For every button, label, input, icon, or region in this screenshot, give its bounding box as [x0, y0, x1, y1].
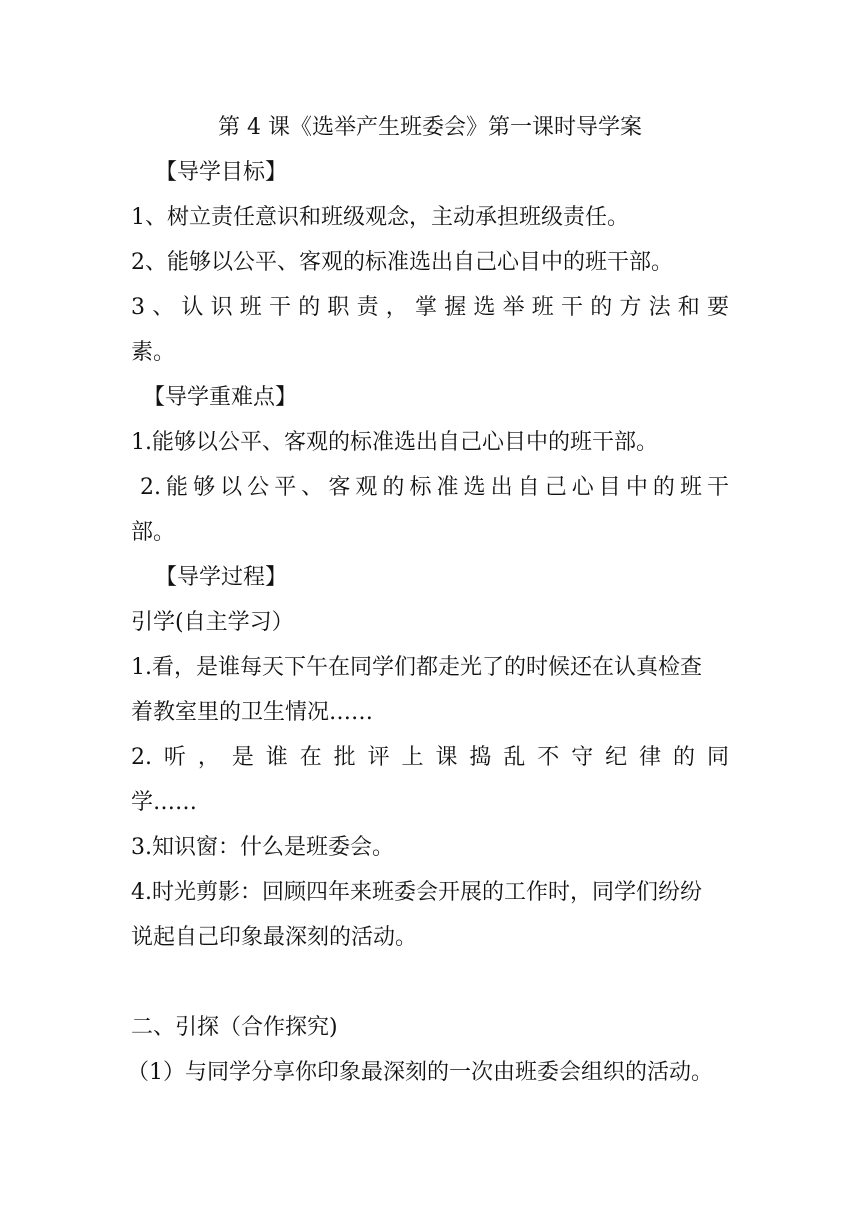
document-title: 第 4 课《选举产生班委会》第一课时导学案	[218, 115, 642, 140]
key-point-item: 1.能够以公平、客观的标准选出自己心目中的班干部。	[131, 430, 658, 455]
intro-item: 3.知识窗：什么是班委会。	[131, 835, 394, 860]
explore-item: （1）与同学分享你印象最深刻的一次由班委会组织的活动。	[127, 1060, 713, 1085]
objective-item-continued: 素。	[131, 340, 176, 365]
objective-item: 1、树立责任意识和班级观念，主动承担班级责任。	[131, 205, 629, 230]
key-point-item: 2.能够以公平、客观的标准选出自己心目中的班干	[140, 475, 729, 500]
intro-item: 1.看，是谁每天下午在同学们都走光了的时候还在认真检查	[131, 655, 702, 680]
intro-item: 2.听，是谁在批评上课捣乱不守纪律的同	[131, 745, 729, 770]
explore-heading: 二、引探（合作探究)	[131, 1015, 338, 1040]
objective-item: 2、能够以公平、客观的标准选出自己心目中的班干部。	[131, 250, 673, 275]
key-point-item-continued: 部。	[131, 520, 176, 545]
objectives-heading: 【导学目标】	[155, 160, 288, 185]
intro-item-continued: 说起自己印象最深刻的活动。	[131, 925, 418, 950]
process-heading: 【导学过程】	[155, 565, 288, 590]
intro-item-continued: 学……	[131, 790, 198, 815]
intro-item: 4.时光剪影：回顾四年来班委会开展的工作时，同学们纷纷	[131, 880, 702, 905]
intro-heading: 引学(自主学习）	[131, 610, 294, 635]
key-points-heading: 【导学重难点】	[143, 385, 298, 410]
objective-item: 3、认识班干的职责，掌握选举班干的方法和要	[131, 295, 729, 320]
intro-item-continued: 着教室里的卫生情况……	[131, 700, 374, 725]
